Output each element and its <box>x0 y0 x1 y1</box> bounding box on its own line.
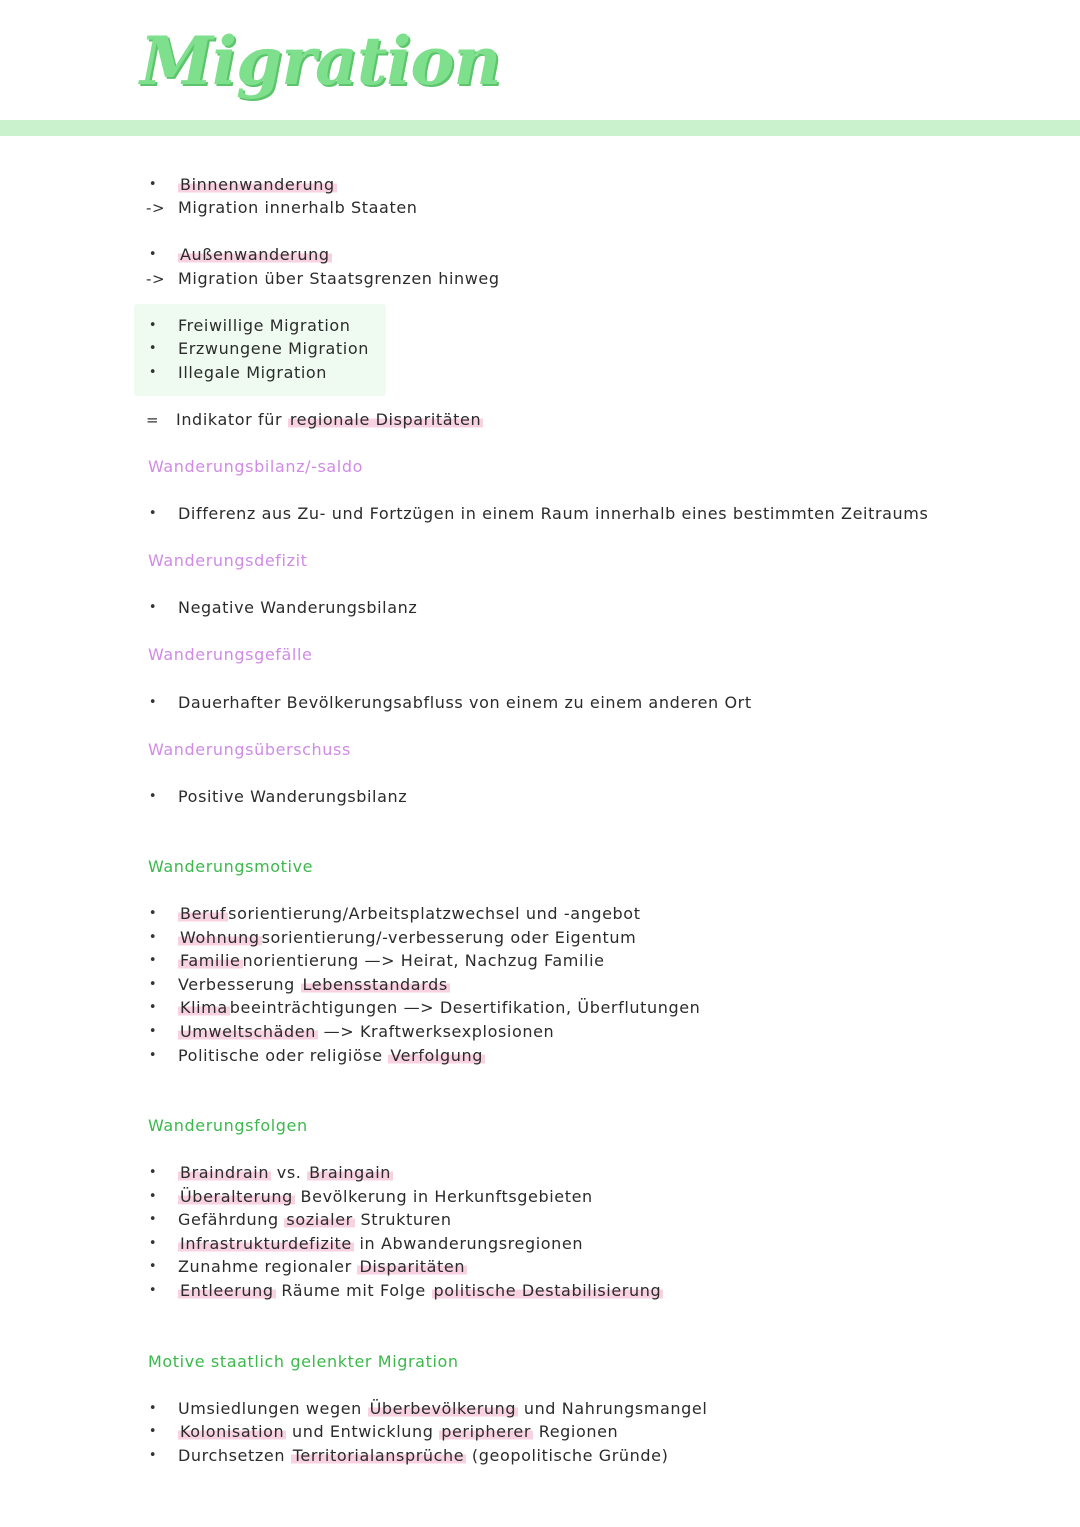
highlight: politische Destabilisierung <box>433 1281 662 1300</box>
definition-row <box>0 196 1080 220</box>
highlight: Verfolgung <box>390 1046 483 1065</box>
highlight: Braingain <box>309 1163 392 1182</box>
bullet-icon: • <box>148 1165 158 1180</box>
highlight: Infrastrukturdefizite <box>180 1234 352 1253</box>
definition-text: Differenz aus Zu- und Fortzügen in einem Raum innerhalb eines bestimmten Zeitraums <box>178 504 929 523</box>
definition-text: Negative Wanderungsbilanz <box>178 598 418 617</box>
bullet-icon: • <box>148 1283 158 1298</box>
bullet-icon: • <box>148 1024 158 1039</box>
definition-text: Positive Wanderungsbilanz <box>178 787 408 806</box>
bullet-icon: • <box>148 247 158 262</box>
heading-staatlich-gelenkt: Motive staatlich gelenkter Migration <box>148 1352 459 1371</box>
definition-text: Migration innerhalb Staaten <box>178 198 418 217</box>
list-item <box>0 1185 1080 1209</box>
bullet-icon: • <box>148 930 158 945</box>
item-text: und Entwicklung <box>286 1422 440 1441</box>
item-text: Regionen <box>533 1422 619 1441</box>
list-item <box>0 361 1080 385</box>
bullet-icon: • <box>148 1048 158 1063</box>
bullet-icon: • <box>148 1424 158 1439</box>
highlight: Überalterung <box>180 1187 293 1206</box>
bullet-icon: • <box>148 1259 158 1274</box>
bullet-icon: • <box>148 600 158 615</box>
item-text: Bevölkerung in Herkunftsgebieten <box>294 1187 593 1206</box>
list-item <box>0 314 1080 338</box>
highlight: Wohnung <box>180 928 260 947</box>
item-text: Politische oder religiöse <box>178 1046 389 1065</box>
highlight: Territorialansprüche <box>292 1446 465 1465</box>
item-text: Durchsetzen <box>178 1446 291 1465</box>
bullet-icon: • <box>148 341 158 356</box>
term-binnenwanderung: Binnenwanderung <box>180 175 335 194</box>
highlight: Klima <box>180 998 228 1017</box>
highlight: Kolonisation <box>180 1422 285 1441</box>
bullet-icon: • <box>148 977 158 992</box>
arrow-icon: -> <box>146 199 166 217</box>
bullet-icon: • <box>148 1401 158 1416</box>
term-aussenwanderung: Außenwanderung <box>180 245 330 264</box>
bullet-icon: • <box>148 1212 158 1227</box>
bullet-icon: • <box>148 318 158 333</box>
item-text: Verbesserung <box>178 975 301 994</box>
item-text: Räume mit Folge <box>275 1281 432 1300</box>
bullet-icon: • <box>148 1236 158 1251</box>
highlight: Lebensstandards <box>302 975 448 994</box>
item-text: Umsiedlungen wegen <box>178 1399 368 1418</box>
bullet-icon: • <box>148 1189 158 1204</box>
list-item <box>0 996 1080 1020</box>
list-item <box>0 173 1080 197</box>
bullet-icon: • <box>148 1448 158 1463</box>
bullet-icon: • <box>148 953 158 968</box>
highlight: Beruf <box>180 904 227 923</box>
bullet-icon: • <box>148 1000 158 1015</box>
item-text: norientierung —> Heirat, Nachzug Familie <box>242 951 605 970</box>
list-item <box>0 596 1080 620</box>
bullet-icon: • <box>148 789 158 804</box>
form-text: Erzwungene Migration <box>178 339 369 358</box>
item-text: (geopolitische Gründe) <box>466 1446 669 1465</box>
page-title: Migration <box>140 22 501 100</box>
list-item <box>0 337 1080 361</box>
bullet-icon: • <box>148 695 158 710</box>
heading-wanderungsfolgen: Wanderungsfolgen <box>148 1116 308 1135</box>
list-item <box>0 243 1080 267</box>
list-item <box>0 785 1080 809</box>
list-item <box>0 1279 1080 1303</box>
title-underline-band <box>0 120 1080 136</box>
list-item <box>0 1208 1080 1232</box>
bullet-icon: • <box>148 365 158 380</box>
definition-text: Dauerhafter Bevölkerungsabfluss von einem zu einem anderen Ort <box>178 693 752 712</box>
item-text: Gefährdung <box>178 1210 285 1229</box>
highlight: Überbevölkerung <box>369 1399 517 1418</box>
highlight: peripherer <box>441 1422 532 1441</box>
item-text: vs. <box>271 1163 308 1182</box>
heading-wanderungsueberschuss: Wanderungsüberschuss <box>148 740 351 759</box>
highlight: Disparitäten <box>359 1257 466 1276</box>
list-item <box>0 973 1080 997</box>
bullet-icon: • <box>148 506 158 521</box>
highlight: Familie <box>180 951 241 970</box>
list-item <box>0 1232 1080 1256</box>
list-item <box>0 691 1080 715</box>
item-text: beeinträchtigungen —> Desertifikation, Überflutungen <box>229 998 701 1017</box>
arrow-icon: -> <box>146 270 166 288</box>
list-item <box>0 1444 1080 1468</box>
highlight: Entleerung <box>180 1281 274 1300</box>
heading-wanderungsmotive: Wanderungsmotive <box>148 857 314 876</box>
equals-sign: = <box>146 411 160 429</box>
list-item <box>0 1161 1080 1185</box>
form-text: Freiwillige Migration <box>178 316 351 335</box>
list-item <box>0 1255 1080 1279</box>
heading-wanderungsdefizit: Wanderungsdefizit <box>148 551 308 570</box>
bullet-icon: • <box>148 906 158 921</box>
indicator-row <box>0 408 1080 432</box>
list-item <box>0 1020 1080 1044</box>
definition-row <box>0 267 1080 291</box>
item-text: —> Kraftwerksexplosionen <box>317 1022 555 1041</box>
list-item <box>0 949 1080 973</box>
item-text: in Abwanderungsregionen <box>353 1234 584 1253</box>
heading-wanderungsgefaelle: Wanderungsgefälle <box>148 645 313 664</box>
heading-wanderungsbilanz: Wanderungsbilanz/-saldo <box>148 457 363 476</box>
highlight: Umweltschäden <box>180 1022 316 1041</box>
list-item <box>0 926 1080 950</box>
list-item <box>0 902 1080 926</box>
item-text: Strukturen <box>354 1210 452 1229</box>
item-text: sorientierung/-verbesserung oder Eigentum <box>261 928 637 947</box>
list-item <box>0 1420 1080 1444</box>
item-text: Zunahme regionaler <box>178 1257 358 1276</box>
form-text: Illegale Migration <box>178 363 328 382</box>
list-item <box>0 1397 1080 1421</box>
bullet-icon: • <box>148 177 158 192</box>
definition-text: Migration über Staatsgrenzen hinweg <box>178 269 500 288</box>
indicator-term: regionale Disparitäten <box>289 410 482 429</box>
indicator-prefix: Indikator für <box>176 410 283 429</box>
highlight: sozialer <box>286 1210 353 1229</box>
highlight: Braindrain <box>180 1163 270 1182</box>
list-item <box>0 1044 1080 1068</box>
item-text: und Nahrungsmangel <box>518 1399 708 1418</box>
item-text: sorientierung/Arbeitsplatzwechsel und -angebot <box>228 904 641 923</box>
list-item <box>0 502 1080 526</box>
